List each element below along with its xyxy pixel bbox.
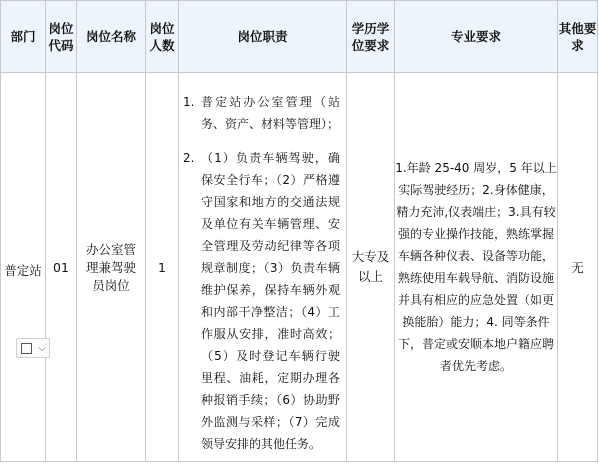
cell-name: 办公室管理兼驾驶员岗位 [77, 73, 146, 462]
chevron-down-icon: ⌵ [38, 342, 46, 354]
header-other: 其他要求 [558, 1, 598, 73]
header-count: 岗位人数 [146, 1, 179, 73]
duty-item [183, 91, 340, 135]
cell-dept [1, 73, 46, 462]
header-edu: 学历学位要求 [347, 1, 395, 73]
cell-major: 1.年龄 25-40 周岁，5 年以上实际驾驶经历；2.身体健康，精力充沛,仪表端庄；3.具有较强的专业操作技能，熟练掌握车辆各种仪表、设备等功能，熟练使用车载导航、消防设施并具有相应的应急处置（如更换能胎）能力；4. 同等条件下，普定或安顺本地户籍应聘者优先考虑。 [395, 73, 558, 462]
duty-text: 普定站办公室管理（站务、资产、材料等管理）； [201, 95, 340, 131]
header-name: 岗位名称 [77, 1, 146, 73]
table-tool-dropdown[interactable] [16, 338, 50, 358]
header-code: 岗位代码 [46, 1, 77, 73]
table-row [1, 73, 598, 462]
header-duties: 岗位职责 [179, 1, 347, 73]
duty-number: 2. [183, 151, 195, 165]
header-row [1, 1, 598, 73]
duty-item [183, 147, 340, 455]
dept-name: 普定站 [4, 263, 42, 278]
cell-other: 无 [558, 73, 598, 462]
cell-duties [179, 73, 347, 462]
header-dept: 部门 [1, 1, 46, 73]
duty-number: 1. [183, 95, 195, 109]
cell-code: 01 [46, 73, 77, 462]
header-major: 专业要求 [395, 1, 558, 73]
cell-edu: 大专及以上 [347, 73, 395, 462]
duty-list [179, 73, 346, 455]
cell-count: 1 [146, 73, 179, 462]
square-icon [17, 340, 35, 356]
duty-text: （1）负责车辆驾驶，确保安全行车；（2）严格遵守国家和地方的交通法规及单位有关车辆管理、安全管理及劳动纪律等各项规章制度；（3）负责车辆维护保养，保持车辆外观和内部干净整洁；（4）工作服从安排，准时高效；（5）及时登记车辆行驶里程、油耗，定期办理各种报销手续；（6）协助野外监测与采样；（7）完成领导安排的其他任务。 [201, 151, 340, 451]
